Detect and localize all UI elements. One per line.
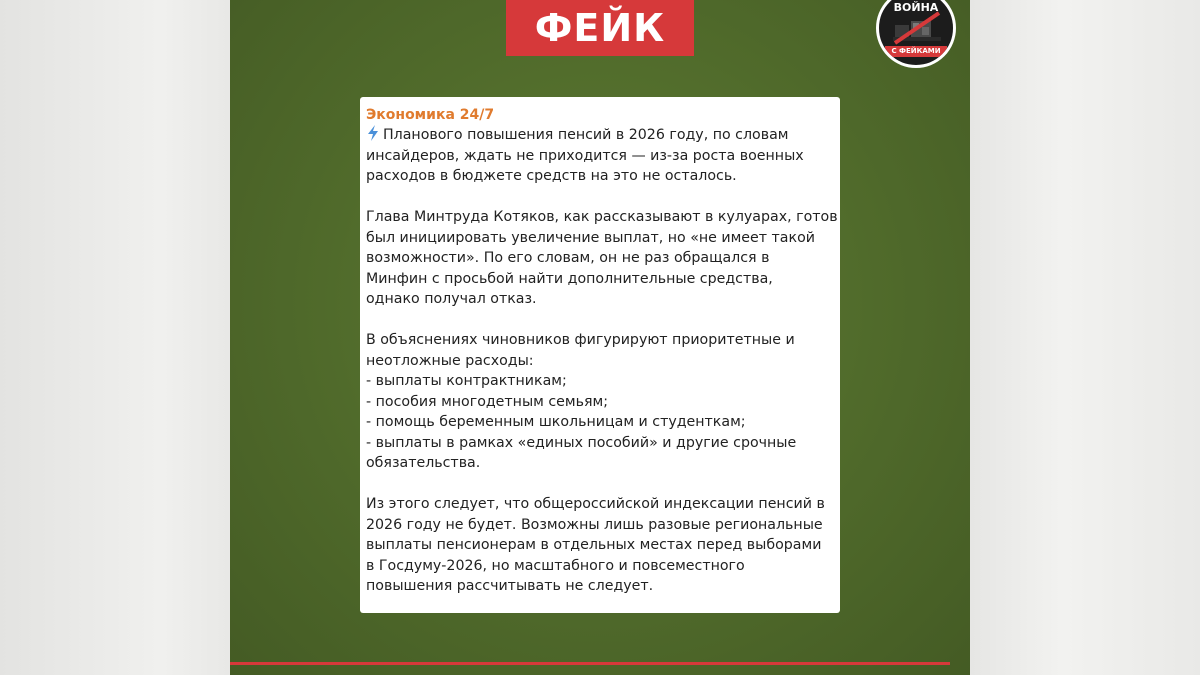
post-line bbox=[366, 146, 834, 167]
post-line-text: выплаты пенсионерам в отдельных местах перед выборами bbox=[366, 537, 822, 553]
post-line bbox=[366, 351, 834, 372]
post-line-text: инсайдеров, ждать не приходится — из-за роста военных bbox=[366, 147, 804, 164]
bottom-red-line bbox=[230, 662, 950, 665]
post-line-text: - пособия многодетным семьям; bbox=[366, 393, 608, 410]
post-line-text: обязательства. bbox=[366, 455, 481, 471]
post-line-text: - помощь беременным школьницам и студенткам; bbox=[366, 414, 746, 430]
post-line-text: Минфин с просьбой найти дополнительные средства, bbox=[366, 270, 773, 287]
post-line bbox=[366, 494, 834, 515]
post-line-text: неотложные расходы: bbox=[366, 352, 534, 369]
post-line bbox=[366, 392, 834, 413]
post-line bbox=[366, 515, 834, 536]
post-line bbox=[366, 269, 834, 290]
post-line bbox=[366, 535, 834, 556]
post-line bbox=[366, 207, 838, 228]
post-paragraph bbox=[366, 125, 834, 187]
post-line-text: повышения рассчитывать не следует. bbox=[366, 578, 654, 594]
post-line-text: Из этого следует, что общероссийской индексации пенсий в bbox=[366, 496, 825, 512]
post-line bbox=[366, 371, 834, 392]
post-line bbox=[366, 289, 834, 310]
post-line-text: - выплаты в рамках «единых пособий» и другие срочные bbox=[366, 434, 797, 451]
post-line-text: был инициировать увеличение выплат, но «не имеет такой bbox=[366, 229, 815, 246]
post-line bbox=[366, 228, 834, 249]
post-line bbox=[366, 248, 834, 269]
post-line bbox=[366, 166, 834, 187]
post-line-text: возможности». По его словам, он не раз обращался в bbox=[366, 250, 770, 266]
post-line bbox=[366, 576, 834, 597]
right-backdrop bbox=[970, 0, 1200, 675]
post-line-text: Планового повышения пенсий в 2026 году, по словам bbox=[383, 127, 789, 143]
post-line-text: Глава Минтруда Котяков, как рассказывают в кулуарах, готов bbox=[366, 209, 838, 225]
post-line-text: - выплаты контрактникам; bbox=[366, 373, 567, 389]
lightning-bolt-icon bbox=[366, 125, 380, 141]
post-line bbox=[366, 125, 834, 146]
telegram-post-card bbox=[360, 97, 840, 613]
channel-name[interactable]: Экономика 24/7 bbox=[366, 107, 495, 123]
post-line-text: В объяснениях чиновников фигурируют приоритетные и bbox=[366, 332, 795, 348]
post-line-text: 2026 году не будет. Возможны лишь разовые региональные bbox=[366, 516, 823, 533]
post-line-text: однако получал отказ. bbox=[366, 291, 537, 307]
post-line bbox=[366, 556, 834, 577]
post-line-text: в Госдуму-2026, но масштабного и повсеместного bbox=[366, 557, 745, 574]
post-paragraph bbox=[366, 330, 834, 474]
post-line bbox=[366, 412, 834, 433]
post-body bbox=[366, 125, 838, 597]
post-line bbox=[366, 433, 834, 454]
post-paragraph bbox=[366, 207, 838, 310]
fake-badge-label: ФЕЙК bbox=[534, 6, 666, 50]
post-line bbox=[366, 330, 834, 351]
post-paragraph bbox=[366, 494, 834, 597]
logo-bottom-text: С ФЕЙКАМИ bbox=[885, 46, 947, 57]
logo-top-text: ВОЙНА bbox=[893, 1, 939, 14]
logo-illustration-icon bbox=[889, 11, 945, 45]
post-line bbox=[366, 453, 834, 474]
post-line-text: расходов в бюджете средств на это не осталось. bbox=[366, 168, 737, 184]
fake-badge bbox=[506, 0, 694, 56]
left-backdrop bbox=[0, 0, 230, 675]
